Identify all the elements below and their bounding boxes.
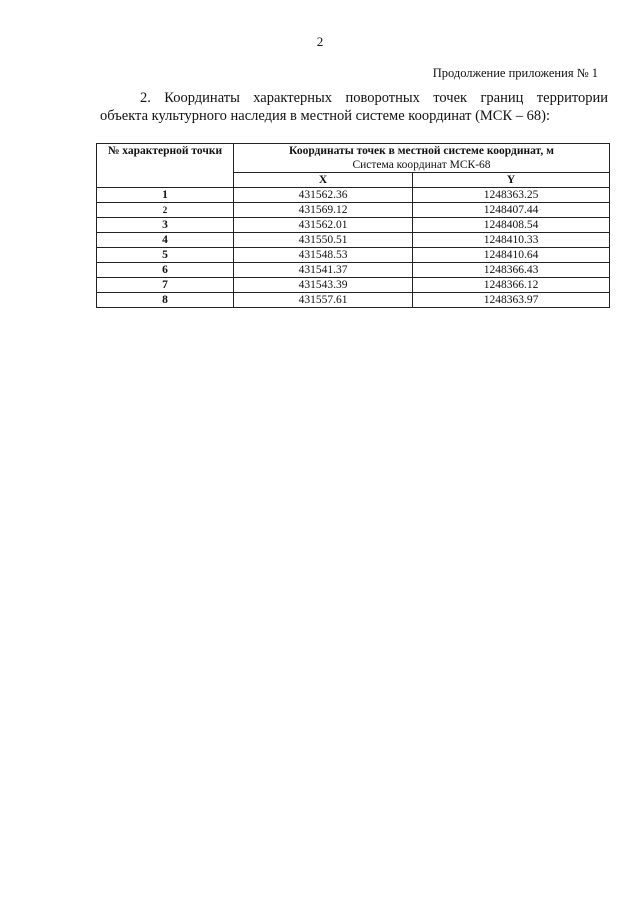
x-coordinate-cell: 431562.36 (234, 188, 413, 203)
x-coordinate-cell: 431548.53 (234, 248, 413, 263)
point-number-cell: 2 (97, 203, 234, 218)
coordinates-table (96, 143, 610, 308)
point-number-cell: 7 (97, 278, 234, 293)
table-row (97, 218, 610, 233)
x-coordinate-cell: 431569.12 (234, 203, 413, 218)
y-coordinate-cell: 1248407.44 (413, 203, 610, 218)
appendix-continuation-label: Продолжение приложения № 1 (432, 66, 598, 80)
x-coordinate-cell: 431557.61 (234, 293, 413, 308)
table-row (97, 233, 610, 248)
y-coordinate-cell: 1248363.97 (413, 293, 610, 308)
coordinates-table-body (97, 188, 610, 308)
y-coordinate-cell: 1248366.43 (413, 263, 610, 278)
coordinates-header: Координаты точек в местной системе координат, м (289, 145, 554, 157)
point-number-cell: 4 (97, 233, 234, 248)
y-coordinate-cell: 1248408.54 (413, 218, 610, 233)
table-row (97, 263, 610, 278)
table-row (97, 188, 610, 203)
point-number-cell: 8 (97, 293, 234, 308)
point-number-cell: 3 (97, 218, 234, 233)
x-coordinate-cell: 431541.37 (234, 263, 413, 278)
coordinates-group-header (234, 144, 610, 173)
table-row (97, 293, 610, 308)
y-coordinate-cell: 1248366.12 (413, 278, 610, 293)
table-row (97, 203, 610, 218)
x-coordinate-cell: 431550.51 (234, 233, 413, 248)
point-number-header: № характерной точки (97, 144, 234, 188)
page-number: 2 (316, 34, 324, 49)
point-number-cell: 6 (97, 263, 234, 278)
section-heading-line-1: 2. Координаты характерных поворотных точек границ территории (140, 90, 608, 106)
point-number-cell: 5 (97, 248, 234, 263)
point-number-cell: 1 (97, 188, 234, 203)
table-row (97, 248, 610, 263)
coordinate-system-header: Система координат МСК-68 (352, 159, 491, 171)
y-coordinate-cell: 1248363.25 (413, 188, 610, 203)
y-column-header: Y (413, 173, 610, 188)
x-coordinate-cell: 431543.39 (234, 278, 413, 293)
y-coordinate-cell: 1248410.64 (413, 248, 610, 263)
x-coordinate-cell: 431562.01 (234, 218, 413, 233)
y-coordinate-cell: 1248410.33 (413, 233, 610, 248)
x-column-header: X (234, 173, 413, 188)
section-heading-line-2: объекта культурного наследия в местной системе координат (МСК – 68): (100, 108, 550, 124)
table-row (97, 278, 610, 293)
section-heading (100, 89, 608, 125)
